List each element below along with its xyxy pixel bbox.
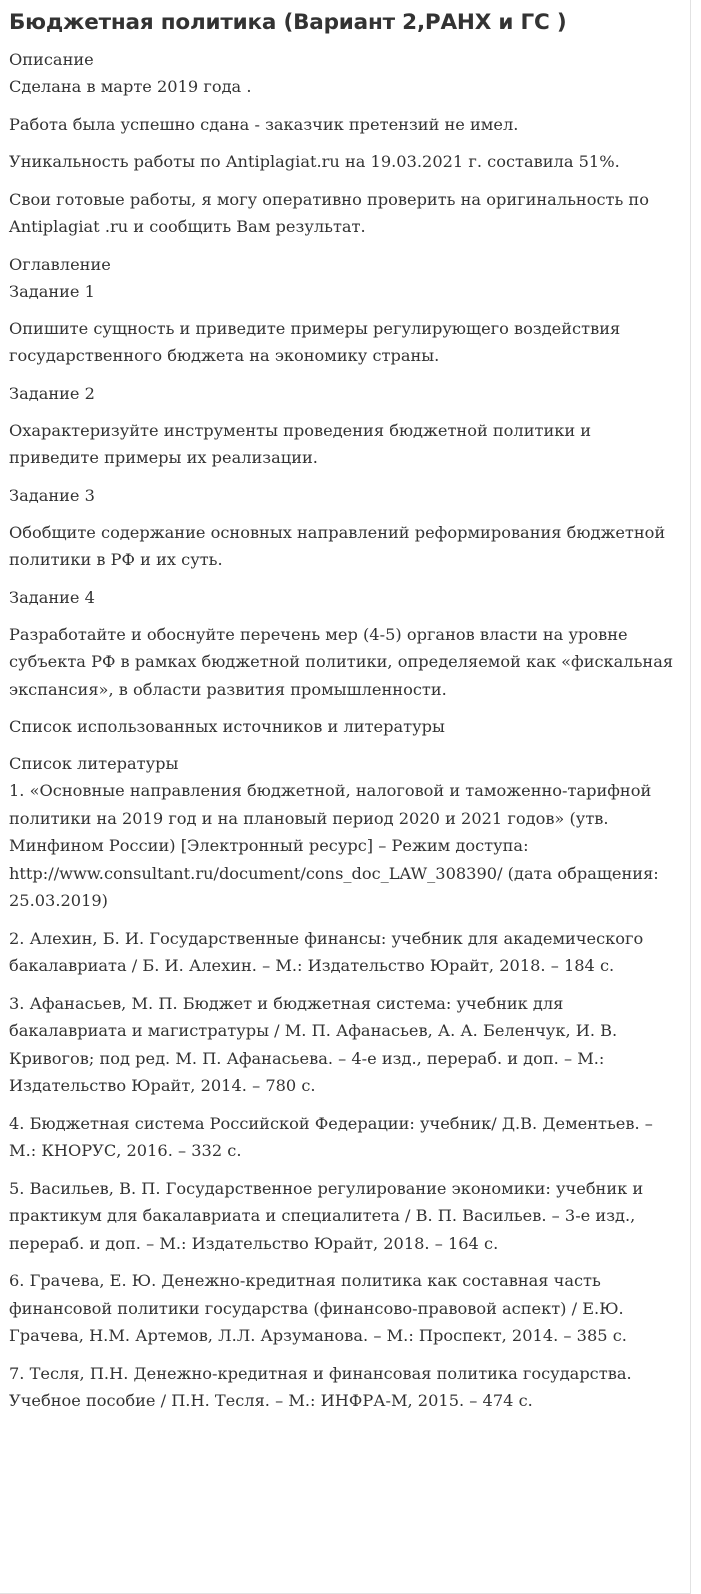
description-line: Уникальность работы по Antiplagiat.ru на 19.03.2021 г. составила 51%.: [9, 152, 620, 171]
description-line: Свои готовые работы, я могу оперативно проверить на оригинальность по Antiplagiat .ru и сообщить Вам результат.: [9, 189, 649, 236]
task-text: Охарактеризуйте инструменты проведения бюджетной политики и приведите примеры их реализации.: [9, 420, 592, 467]
description-line: Сделана в марте 2019 года .: [9, 77, 252, 96]
description-heading: Описание: [9, 50, 94, 69]
task-text: Обобщите содержание основных направлений реформирования бюджетной политики в РФ и их суть.: [9, 522, 666, 569]
literature-item: 2. Алехин, Б. И. Государственные финансы: учебник для академического бакалавриата / Б. И. Алехин. – М.: Издательство Юрайт, 2018. – 184 с.: [9, 928, 644, 975]
literature-item: 4. Бюджетная система Российской Федерации: учебник/ Д.В. Дементьев. – М.: КНОРУС, 2016. – 332 с.: [9, 1113, 653, 1160]
literature-item: 6. Грачева, Е. Ю. Денежно-кредитная политика как составная часть финансовой политики государства (финансово-правовой аспект) / Е.Ю. Грачева, Н.М. Артемов, Л.Л. Арзуманова. – М.: Проспект, 2014. – 385 с.: [9, 1271, 627, 1345]
task-text: Разработайте и обоснуйте перечень мер (4-5) органов власти на уровне субъекта РФ в рамках бюджетной политики, определяемой как «фискальная экспансия», в области развития промышленности.: [9, 624, 674, 699]
literature-item: 5. Васильев, В. П. Государственное регулирование экономики: учебник и практикум для бакалавриата и специалитета / В. П. Васильев. – 3-е изд., перераб. и доп. – М.: Издательство Юрайт, 2018. – 164 с.: [9, 1178, 644, 1253]
literature-item: 3. Афанасьев, М. П. Бюджет и бюджетная система: учебник для бакалавриата и магистратуры / М. П. Афанасьев, А. А. Беленчук, И. В. Кривогов; под ред. М. П. Афанасьева. – 4-е изд., перераб. и доп. – М.: Издательство Юрайт, 2014. – 780 с.: [9, 993, 618, 1095]
toc-heading: Оглавление: [9, 254, 111, 274]
task-title: Задание 4: [9, 587, 95, 607]
page-title: Бюджетная политика (Вариант 2,РАНХ и ГС ): [9, 10, 567, 35]
literature-heading: Список литературы: [9, 754, 179, 773]
task-text: Опишите сущность и приведите примеры регулирующего воздействия государственного бюджета на экономику страны.: [9, 318, 621, 365]
description-line: Работа была успешно сдана - заказчик претензий не имел.: [9, 114, 519, 134]
literature-item: 7. Тесля, П.Н. Денежно-кредитная и финансовая политика государства. Учебное пособие / П.Н. Тесля. – М.: ИНФРА-М, 2015. – 474 с.: [9, 1363, 632, 1410]
literature-item: 1. «Основные направления бюджетной, налоговой и таможенно-тарифной политики на 2019 год и на плановый период 2020 и 2021 годов» (утв. Минфином России) [Электронный ресурс] – Режим доступа: http://www.consultant.ru/document/cons_doc_LAW_308390/ (дата обращения: 25.03.2019): [9, 781, 659, 910]
task-title: Задание 3: [9, 485, 95, 505]
sources-title: Список использованных источников и литературы: [9, 717, 445, 736]
task-title: Задание 1: [9, 281, 95, 301]
task-title: Задание 2: [9, 383, 95, 403]
